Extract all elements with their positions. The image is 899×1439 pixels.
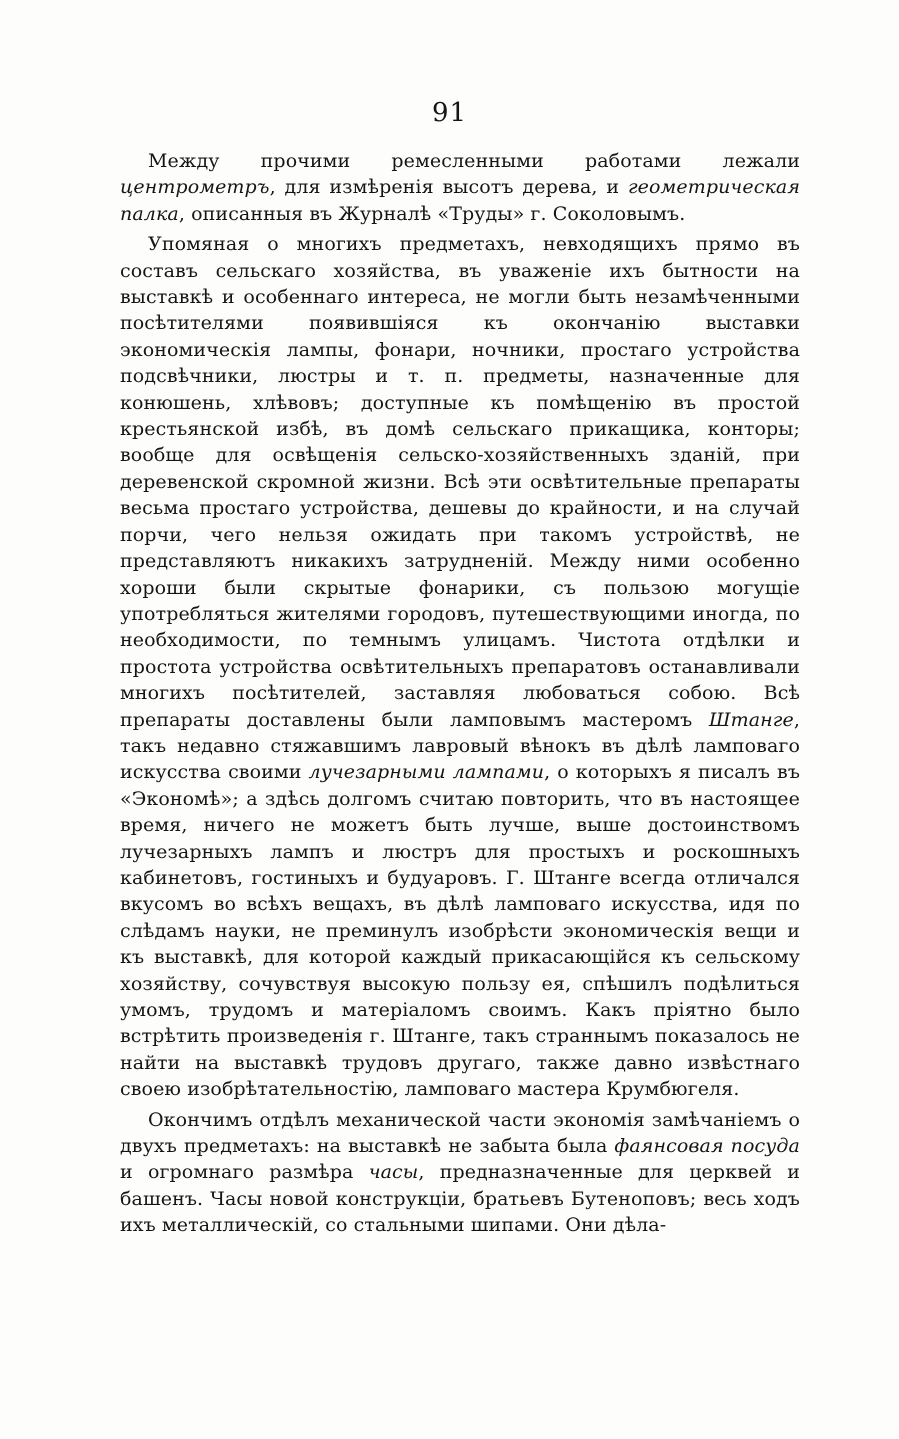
paragraph-1-text-3: , описанныя въ Журналѣ «Труды» г. Соколовымъ. [178,202,686,225]
paragraph-1-text-2: , для измѣренія высотъ дерева, и [269,176,628,199]
page-number: 91 [431,98,468,128]
body-text [120,148,800,1243]
paragraph-1-italic-geometric-stick: геометрическая палка [120,176,800,225]
paragraph-3-text-2: и огромнаго размѣра [120,1161,369,1184]
paragraph-2-text-2: , такъ недавно стяжавшимъ лавровый вѣнокъ въ дѣлѣ ламповаго искусства своими [120,708,800,784]
paragraph-2-italic-shtange: Штанге [708,708,794,731]
paragraph-3-italic-faience: фаянсовая посуда [614,1135,800,1158]
paragraph-3-text-3: , предназначенные для церквей и башенъ. Часы новой конструкціи, братьевъ Бутеноповъ; весь ходъ ихъ металлическій, со стальными шипами. Они дѣла- [120,1161,800,1237]
paragraph-1 [120,148,800,227]
paragraph-3 [120,1107,800,1239]
paragraph-2-text-3: , о которыхъ я писалъ въ «Экономѣ»; а здѣсь долгомъ считаю повторить, что въ настоящее время, ничего не можетъ быть лучше, выше достоинствомъ лучезарныхъ лампъ и люстръ для простыхъ и роскошныхъ кабинетовъ, гостиныхъ и будуаровъ. Г. Штанге всегда отличался вкусомъ во всѣхъ вещахъ, въ дѣлѣ ламповаго искусства, идя по слѣдамъ науки, не преминулъ изобрѣсти экономическія вещи и къ выставкѣ, для которой каждый прикасающійся къ сельскому хозяйству, сочувствуя высокую пользу ея, спѣшилъ подѣлиться умомъ, трудомъ и матеріаломъ своимъ. Какъ пріятно было встрѣтить произведенія г. Штанге, такъ страннымъ показалось не найти на выставкѣ трудовъ другаго, также давно извѣстнаго своею изобрѣтательностію, ламповаго мастера Крумбюгеля. [120,761,801,1101]
paragraph-1-text-1: Между прочими ремесленными работами лежали [148,150,800,172]
paragraph-3-text-1: Окончимъ отдѣлъ механической части экономія замѣчаніемъ о двухъ предметахъ: на выставкѣ не забыта была [120,1108,800,1158]
paragraph-3-italic-clock: часы [368,1161,419,1184]
paragraph-2-italic-radiant-lamps: лучезарными лампами [308,761,545,784]
paragraph-2 [120,231,800,1102]
paragraph-2-text-1: Упомяная о многихъ предметахъ, невходящихъ прямо въ составъ сельскаго хозяйства, въ уваженіе ихъ бытности на выставкѣ и особеннаго интереса, не могли быть незамѣченными посѣтителями появившіяся къ окончанію выставки экономическія лампы, фонари, ночники, простаго устройства подсвѣчники, люстры и т. п. предметы, назначенные для конюшень, хлѣвовъ; доступные къ помѣщенію въ простой крестьянской избѣ, въ домѣ сельскаго прикащика, конторы; вообще для освѣщенія сельско-хозяйственныхъ зданій, при деревенской скромной жизни. Всѣ эти освѣтительные препараты весьма простаго устройства, дешевы до крайности, и на случай порчи, чего нельзя ожидать при такомъ устройствѣ, не представляютъ никакихъ затрудненій. Между ними особенно хороши были скрытые фонарики, съ пользою могущіе употребляться жителями городовъ, путешествующими иногда, по необходимости, по темнымъ улицамъ. Чистота отдѣлки и простота устройства освѣтительныхъ препаратовъ останавливали многихъ посѣтителей, заставляя любоваться собою. Всѣ препараты доставлены были ламповымъ мастеромъ [120,233,800,731]
paragraph-1-italic-centrometr: центрометръ [120,176,270,199]
